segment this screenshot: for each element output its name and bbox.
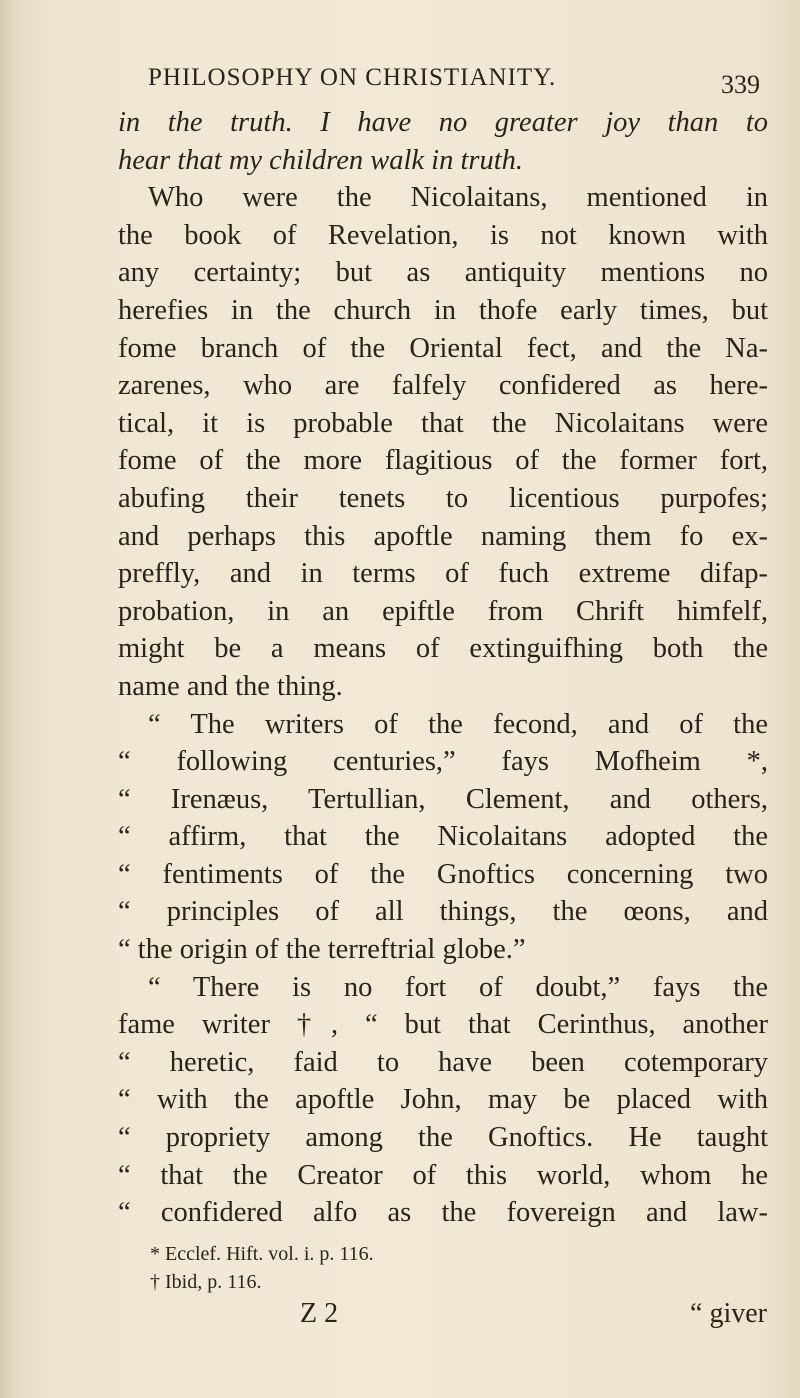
text-line: tical, it is probable that the Nicolaitans were: [118, 407, 768, 439]
page-number: 339: [721, 70, 760, 99]
body-text: [118, 104, 768, 1232]
text-line: “ fentiments of the Gnoftics concerning two: [118, 858, 768, 890]
text-line: zarenes, who are falfely confidered as here-: [118, 370, 768, 402]
text-line: Who were the Nicolaitans, mentioned in: [148, 182, 768, 214]
text-line: and perhaps this apoftle naming them fo ex-: [118, 520, 768, 552]
text-line: “ The writers of the fecond, and of the: [148, 708, 768, 740]
text-line: fame writer †, “ but that Cerinthus, another: [118, 1009, 768, 1041]
text-line: herefies in the church in thofe early times, but: [118, 294, 768, 326]
footnotes: [150, 1240, 374, 1296]
text-line: “ following centuries,” fays Mofheim *,: [118, 746, 768, 778]
text-line: any certainty; but as antiquity mentions no: [118, 257, 768, 289]
text-line: “ with the apoftle John, may be placed with: [118, 1084, 768, 1116]
text-line: “ confidered alfo as the fovereign and law-: [118, 1197, 768, 1229]
page-header: [148, 64, 760, 98]
text-line: “ affirm, that the Nicolaitans adopted the: [118, 821, 768, 853]
signature-mark: Z 2: [300, 1298, 339, 1329]
text-line: name and the thing.: [118, 670, 343, 702]
text-line: fome branch of the Oriental fect, and the Na-: [118, 332, 768, 364]
text-line: hear that my children walk in truth.: [118, 144, 524, 176]
text-line: might be a means of extinguifhing both the: [118, 633, 768, 665]
catchword: “ giver: [690, 1298, 767, 1329]
text-line: “ that the Creator of this world, whom he: [118, 1159, 768, 1191]
text-line: the book of Revelation, is not known with: [118, 219, 768, 251]
text-line: “ There is no fort of doubt,” fays the: [148, 971, 768, 1003]
footnote: * Ecclef. Hift. vol. i. p. 116.: [150, 1243, 374, 1265]
text-line: in the truth. I have no greater joy than to: [118, 107, 768, 138]
running-head: PHILOSOPHY ON CHRISTIANITY.: [148, 64, 557, 91]
text-line: “ principles of all things, the œons, and: [118, 896, 768, 928]
text-line: preffly, and in terms of fuch extreme difap-: [118, 558, 768, 590]
text-line: fome of the more flagitious of the former fort,: [118, 445, 768, 477]
text-line: probation, in an epiftle from Chrift himfelf,: [118, 595, 768, 627]
text-line: “ Irenæus, Tertullian, Clement, and others,: [118, 783, 768, 815]
text-line: “ the origin of the terreftrial globe.”: [118, 934, 526, 966]
footnote: † Ibid, p. 116.: [150, 1271, 262, 1293]
text-line: “ propriety among the Gnoftics. He taught: [118, 1122, 768, 1154]
text-line: “ heretic, faid to have been cotemporary: [118, 1046, 768, 1078]
text-line: abufing their tenets to licentious purpofes;: [118, 482, 768, 514]
